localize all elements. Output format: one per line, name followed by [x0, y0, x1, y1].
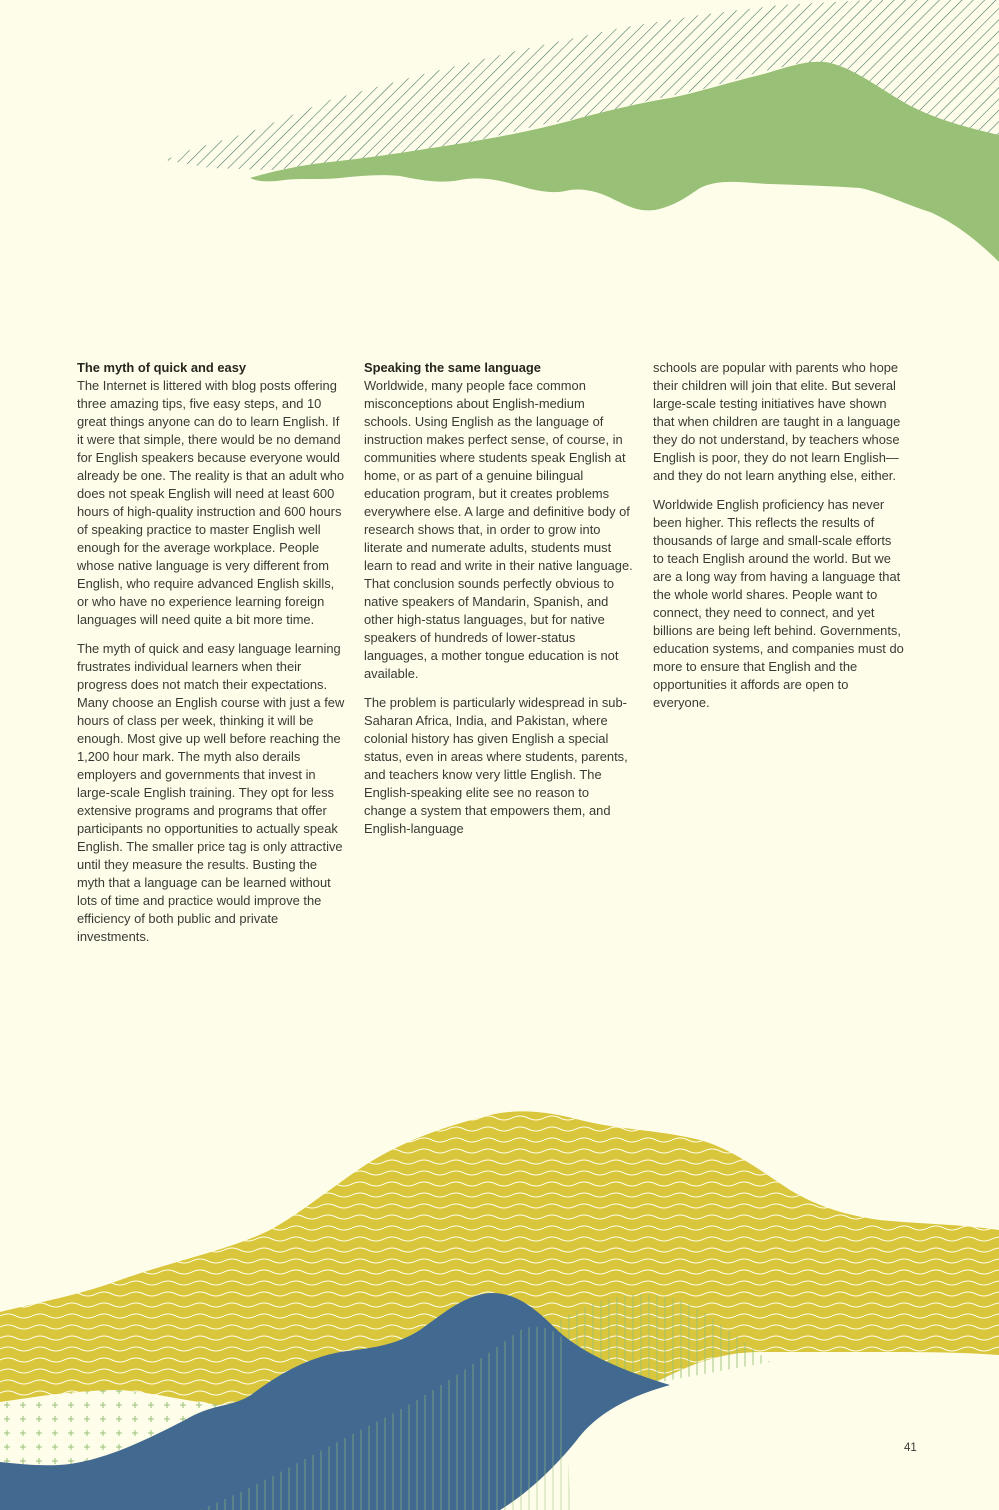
paragraph: The problem is particularly widespread in sub-Saharan Africa, India, and Pakistan, where colonial history has given English a special status, even in areas where students, parents, and teachers know very little English. The English-speaking elite see no reason to change a system that empowers them, and English-language: [364, 695, 628, 836]
page-number: 41: [904, 1442, 917, 1454]
article-column-1: [77, 359, 345, 957]
paragraph: schools are popular with parents who hope their children will join that elite. But several large-scale testing initiatives have shown that when children are taught in a language they do not understand, by teachers whose English is poor, they do not learn English—and they do not learn anything else, either.: [653, 360, 901, 483]
bottom-mountain-illustration: [0, 1090, 999, 1510]
article-column-3: [653, 359, 905, 723]
top-mountain-illustration: [0, 0, 999, 270]
paragraph: The myth of quick and easy language learning frustrates individual learners when their progress does not match their expectations. Many choose an English course with just a few hours of class per week, thinking it will be enough. Most give up well before reaching the 1,200 hour mark. The myth also derails employers and governments that invest in large-scale English training. They opt for less extensive programs and programs that offer participants no opportunities to actually speak English. The smaller price tag is only attractive until they measure the results. Busting the myth that a language can be learned without lots of time and practice would improve the efficiency of both public and private investments.: [77, 641, 345, 944]
heading-myth-quick-easy: The myth of quick and easy: [77, 360, 247, 375]
heading-speaking-same-language: Speaking the same language: [364, 360, 541, 375]
paragraph: Worldwide English proficiency has never been higher. This reflects the results of thousands of large and small-scale efforts to teach English around the world. But we are a long way from having a language that the whole world shares. People want to connect, they need to connect, and yet billions are being left behind. Governments, education systems, and companies must do more to ensure that English and the opportunities it affords are open to everyone.: [653, 497, 904, 710]
paragraph: Worldwide, many people face common misconceptions about English-medium schools. Using English as the language of instruction makes perfect sense, of course, in communities where students speak English at home, or as part of a genuine bilingual education program, but it creates problems everywhere else. A large and definitive body of research shows that, in order to grow into literate and numerate adults, students must learn to read and write in their native language. That conclusion sounds perfectly obvious to native speakers of Mandarin, Spanish, and other high-status languages, but for native speakers of hundreds of lower-status languages, a mother tongue education is not available.: [364, 378, 633, 681]
article-column-2: [364, 359, 634, 849]
paragraph: The Internet is littered with blog posts offering three amazing tips, five easy steps, and 10 great things anyone can do to learn English. If it were that simple, there would be no demand for English speakers because everyone would already be one. The reality is that an adult who does not speak English will need at least 600 hours of high-quality instruction and 600 hours of speaking practice to master English well enough for the average workplace. People whose native language is very different from English, who require advanced English skills, or who have no experience learning foreign languages will need quite a bit more time.: [77, 378, 345, 627]
